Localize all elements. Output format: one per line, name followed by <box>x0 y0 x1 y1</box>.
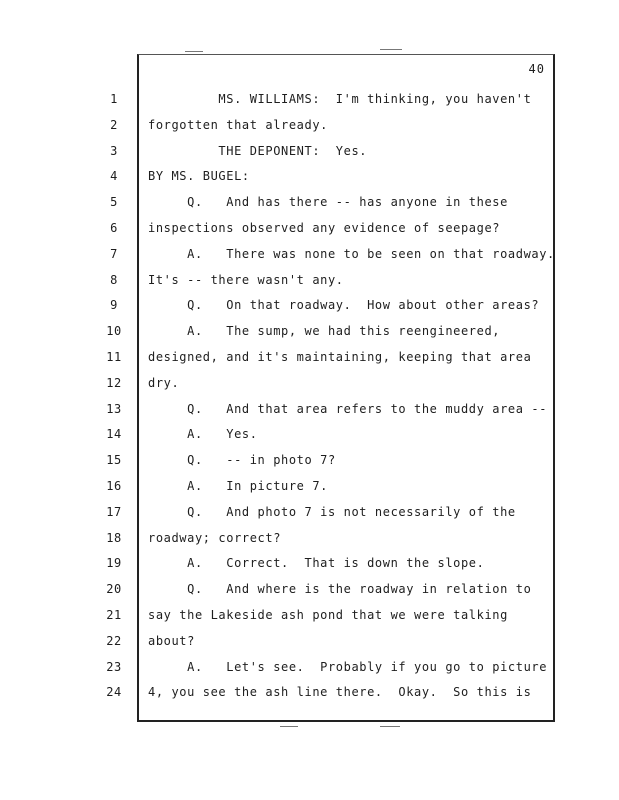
transcript-line: A. The sump, we had this reengineered, <box>148 324 501 338</box>
transcript-line: A. There was none to be seen on that roadway. <box>148 247 555 261</box>
line-number: 10 <box>106 324 122 338</box>
line-number: 12 <box>106 376 122 390</box>
page-number: 40 <box>528 62 545 76</box>
transcript-line: designed, and it's maintaining, keeping that area <box>148 350 532 364</box>
transcript-line: A. Yes. <box>148 427 258 441</box>
transcript-line: forgotten that already. <box>148 118 328 132</box>
transcript-line: roadway; correct? <box>148 531 282 545</box>
transcript-line: inspections observed any evidence of seepage? <box>148 221 501 235</box>
line-number: 20 <box>106 582 122 596</box>
line-number: 2 <box>110 118 118 132</box>
top-scan-mark <box>380 49 402 50</box>
transcript-line: say the Lakeside ash pond that we were talking <box>148 608 508 622</box>
line-number: 16 <box>106 479 122 493</box>
transcript-line: A. Let's see. Probably if you go to picture <box>148 660 548 674</box>
transcript-line: Q. And that area refers to the muddy area -- <box>148 402 548 416</box>
line-number: 14 <box>106 427 122 441</box>
transcript-line: dry. <box>148 376 180 390</box>
line-number: 5 <box>110 195 118 209</box>
line-number: 4 <box>110 169 118 183</box>
transcript-line: It's -- there wasn't any. <box>148 273 344 287</box>
transcript-line: about? <box>148 634 195 648</box>
transcript-line: Q. And photo 7 is not necessarily of the <box>148 505 516 519</box>
transcript-line: THE DEPONENT: Yes. <box>148 144 368 158</box>
transcript-line: Q. On that roadway. How about other areas? <box>148 298 540 312</box>
line-number: 24 <box>106 685 122 699</box>
transcript-line: Q. -- in photo 7? <box>148 453 336 467</box>
transcript-line: A. In picture 7. <box>148 479 328 493</box>
line-number: 1 <box>110 92 118 106</box>
line-number: 21 <box>106 608 122 622</box>
transcript-line: A. Correct. That is down the slope. <box>148 556 485 570</box>
bottom-scan-mark <box>380 726 400 727</box>
line-number: 19 <box>106 556 122 570</box>
line-number: 8 <box>110 273 118 287</box>
transcript-line: Q. And has there -- has anyone in these <box>148 195 508 209</box>
line-number: 3 <box>110 144 118 158</box>
transcript-line: 4, you see the ash line there. Okay. So this is <box>148 685 532 699</box>
line-number: 13 <box>106 402 122 416</box>
line-number: 22 <box>106 634 122 648</box>
transcript-line: Q. And where is the roadway in relation to <box>148 582 532 596</box>
line-number: 23 <box>106 660 122 674</box>
transcript-line: BY MS. BUGEL: <box>148 169 250 183</box>
line-number: 6 <box>110 221 118 235</box>
transcript-line: MS. WILLIAMS: I'm thinking, you haven't <box>148 92 532 106</box>
line-number: 18 <box>106 531 122 545</box>
top-scan-mark <box>185 51 203 52</box>
line-number: 7 <box>110 247 118 261</box>
line-number: 17 <box>106 505 122 519</box>
line-number: 15 <box>106 453 122 467</box>
bottom-scan-mark <box>280 726 298 727</box>
line-number: 9 <box>110 298 118 312</box>
line-number: 11 <box>106 350 122 364</box>
